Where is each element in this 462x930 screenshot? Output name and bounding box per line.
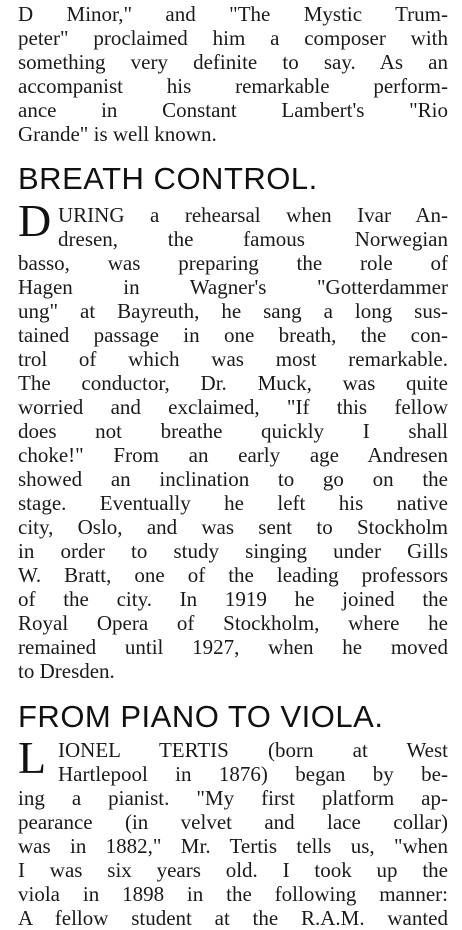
body-line: of the city. In 1919 he joined the [18, 587, 448, 611]
body-line: dresen, the famous Norwegian [58, 227, 448, 251]
intro-line: accompanist his remarkable perform- [18, 74, 448, 98]
section-heading-piano-to-viola: FROM PIANO TO VIOLA. [18, 699, 384, 734]
body-line: Hartlepool in 1876) began by be- [58, 762, 448, 786]
body-line: was in 1882," Mr. Tertis tells us, "when [18, 834, 448, 858]
body-line: city, Oslo, and was sent to Stockholm [18, 515, 448, 539]
drop-cap: L [18, 732, 47, 783]
body-line: does not breathe quickly I shall [18, 419, 448, 443]
body-line: showed an inclination to go on the [18, 467, 448, 491]
body-line: Royal Opera of Stockholm, where he [18, 611, 448, 635]
body-line: worried and exclaimed, "If this fellow [18, 395, 448, 419]
body-line: pearance (in velvet and lace collar) [18, 810, 448, 834]
intro-line: something very definite to say. As an [18, 50, 448, 74]
body-line: I was six years old. I took up the [18, 858, 448, 882]
body-line: The conductor, Dr. Muck, was quite [18, 371, 448, 395]
intro-line: peter" proclaimed him a composer with [18, 26, 448, 50]
body-line: to Dresden. [18, 659, 115, 683]
body-line: stage. Eventually he left his native [18, 491, 448, 515]
body-line: viola in 1898 in the following manner: [18, 882, 448, 906]
intro-line: ance in Constant Lambert's "Rio [18, 98, 448, 122]
body-line: IONEL TERTIS (born at West [58, 738, 448, 762]
body-line: URING a rehearsal when Ivar An- [58, 203, 448, 227]
drop-cap: D [18, 195, 52, 246]
body-line: remained until 1927, when he moved [18, 635, 448, 659]
body-line: ing a pianist. "My first platform ap- [18, 786, 448, 810]
section-heading-breath-control: BREATH CONTROL. [18, 161, 318, 196]
body-line: basso, was preparing the role of [18, 251, 448, 275]
intro-line: Grande" is well known. [18, 122, 217, 146]
intro-line: D Minor," and "The Mystic Trum- [18, 2, 448, 26]
body-line: in order to study singing under Gills [18, 539, 448, 563]
body-line: Hagen in Wagner's "Gotterdammer [18, 275, 448, 299]
body-line: tained passage in one breath, the con- [18, 323, 448, 347]
body-line: trol of which was most remarkable. [18, 347, 448, 371]
body-line: ung" at Bayreuth, he sang a long sus- [18, 299, 448, 323]
body-line: A fellow student at the R.A.M. wanted [18, 906, 448, 930]
body-line: choke!" From an early age Andresen [18, 443, 448, 467]
body-line: W. Bratt, one of the leading professors [18, 563, 448, 587]
